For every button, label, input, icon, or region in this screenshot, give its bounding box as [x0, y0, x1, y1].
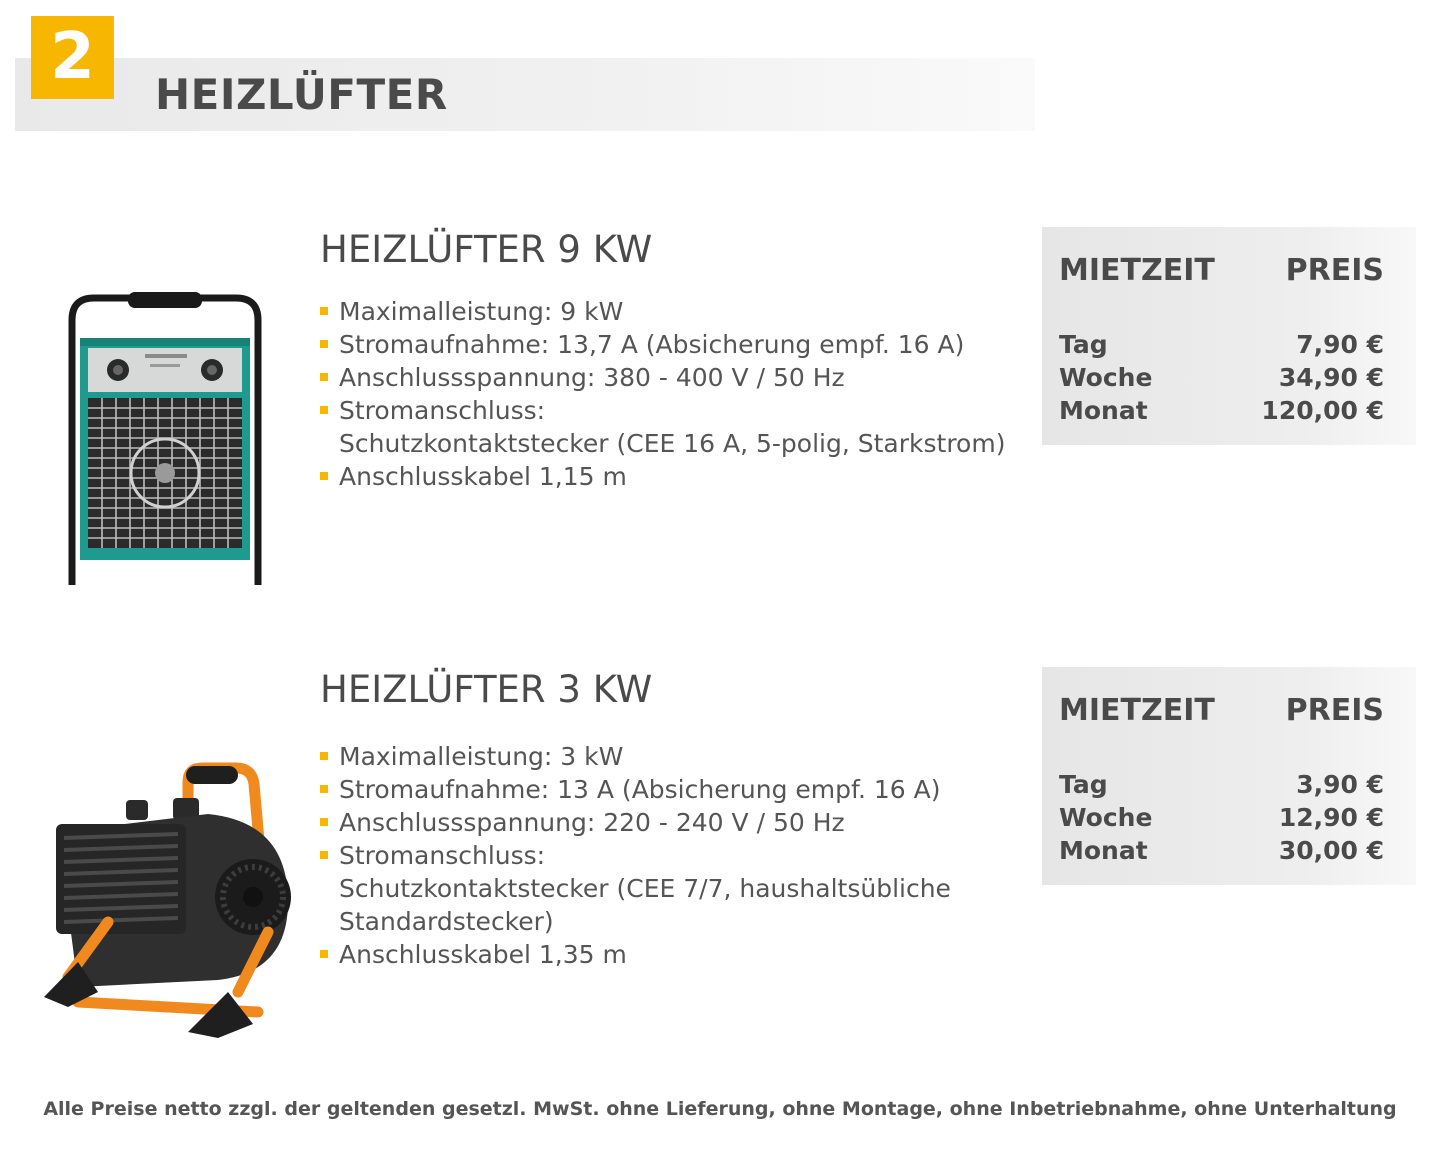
price-table	[1042, 227, 1416, 445]
bullet-icon	[320, 950, 328, 958]
spec-item: Stromanschluss: Schutzkontaktstecker (CEE 16 A, 5-polig, Starkstrom)	[320, 394, 1005, 460]
bullet-icon	[320, 851, 328, 859]
product-title: HEIZLÜFTER 9 KW	[320, 228, 653, 271]
spec-item: Anschlussspannung: 380 - 400 V / 50 Hz	[320, 361, 1005, 394]
spec-continuation: Schutzkontaktstecker (CEE 16 A, 5-polig, Starkstrom)	[339, 429, 1006, 458]
spec-item: Maximalleistung: 3 kW	[320, 740, 951, 773]
spec-item: Maximalleistung: 9 kW	[320, 295, 1005, 328]
price-row: Tag 7,90 €	[1059, 330, 1384, 359]
bullet-icon	[320, 406, 328, 414]
bullet-icon	[320, 752, 328, 760]
bullet-icon	[320, 307, 328, 315]
spec-item: Anschlussspannung: 220 - 240 V / 50 Hz	[320, 806, 951, 839]
price-row: Monat 120,00 €	[1059, 396, 1384, 425]
spec-continuation: Schutzkontaktstecker (CEE 7/7, haushaltsübliche	[339, 874, 951, 903]
bullet-icon	[320, 818, 328, 826]
spec-item: Stromaufnahme: 13 A (Absicherung empf. 16 A)	[320, 773, 951, 806]
section-title: HEIZLÜFTER	[155, 70, 448, 119]
spec-continuation: Standardstecker)	[339, 907, 554, 936]
heater-3kw-icon	[38, 762, 298, 1042]
bullet-icon	[320, 373, 328, 381]
bullet-icon	[320, 472, 328, 480]
spec-item: Stromanschluss: Schutzkontaktstecker (CEE 7/7, haushaltsübliche Standardstecker)	[320, 839, 951, 938]
price-footnote: Alle Preise netto zzgl. der geltenden gesetzl. MwSt. ohne Lieferung, ohne Montage, ohne Inbetriebnahme, ohne Unterhaltung	[43, 1098, 1397, 1120]
price-header-preis: PREIS	[1285, 253, 1384, 288]
bullet-icon	[320, 785, 328, 793]
price-rows	[1059, 768, 1384, 867]
price-table	[1042, 667, 1416, 885]
price-row: Monat 30,00 €	[1059, 836, 1384, 865]
price-header-mietzeit: MIETZEIT	[1059, 253, 1215, 288]
price-row: Tag 3,90 €	[1059, 770, 1384, 799]
price-row: Woche 12,90 €	[1059, 803, 1384, 832]
price-header-mietzeit: MIETZEIT	[1059, 693, 1215, 728]
price-row: Woche 34,90 €	[1059, 363, 1384, 392]
spec-item: Stromaufnahme: 13,7 A (Absicherung empf. 16 A)	[320, 328, 1005, 361]
price-rows	[1059, 328, 1384, 427]
price-header-preis: PREIS	[1285, 693, 1384, 728]
spec-list	[320, 295, 1005, 493]
spec-item: Anschlusskabel 1,15 m	[320, 460, 1005, 493]
spec-list	[320, 740, 951, 971]
spec-item: Anschlusskabel 1,35 m	[320, 938, 951, 971]
heater-9kw-icon	[60, 290, 270, 585]
product-title: HEIZLÜFTER 3 KW	[320, 668, 653, 711]
section-number-badge: 2	[31, 16, 114, 99]
bullet-icon	[320, 340, 328, 348]
